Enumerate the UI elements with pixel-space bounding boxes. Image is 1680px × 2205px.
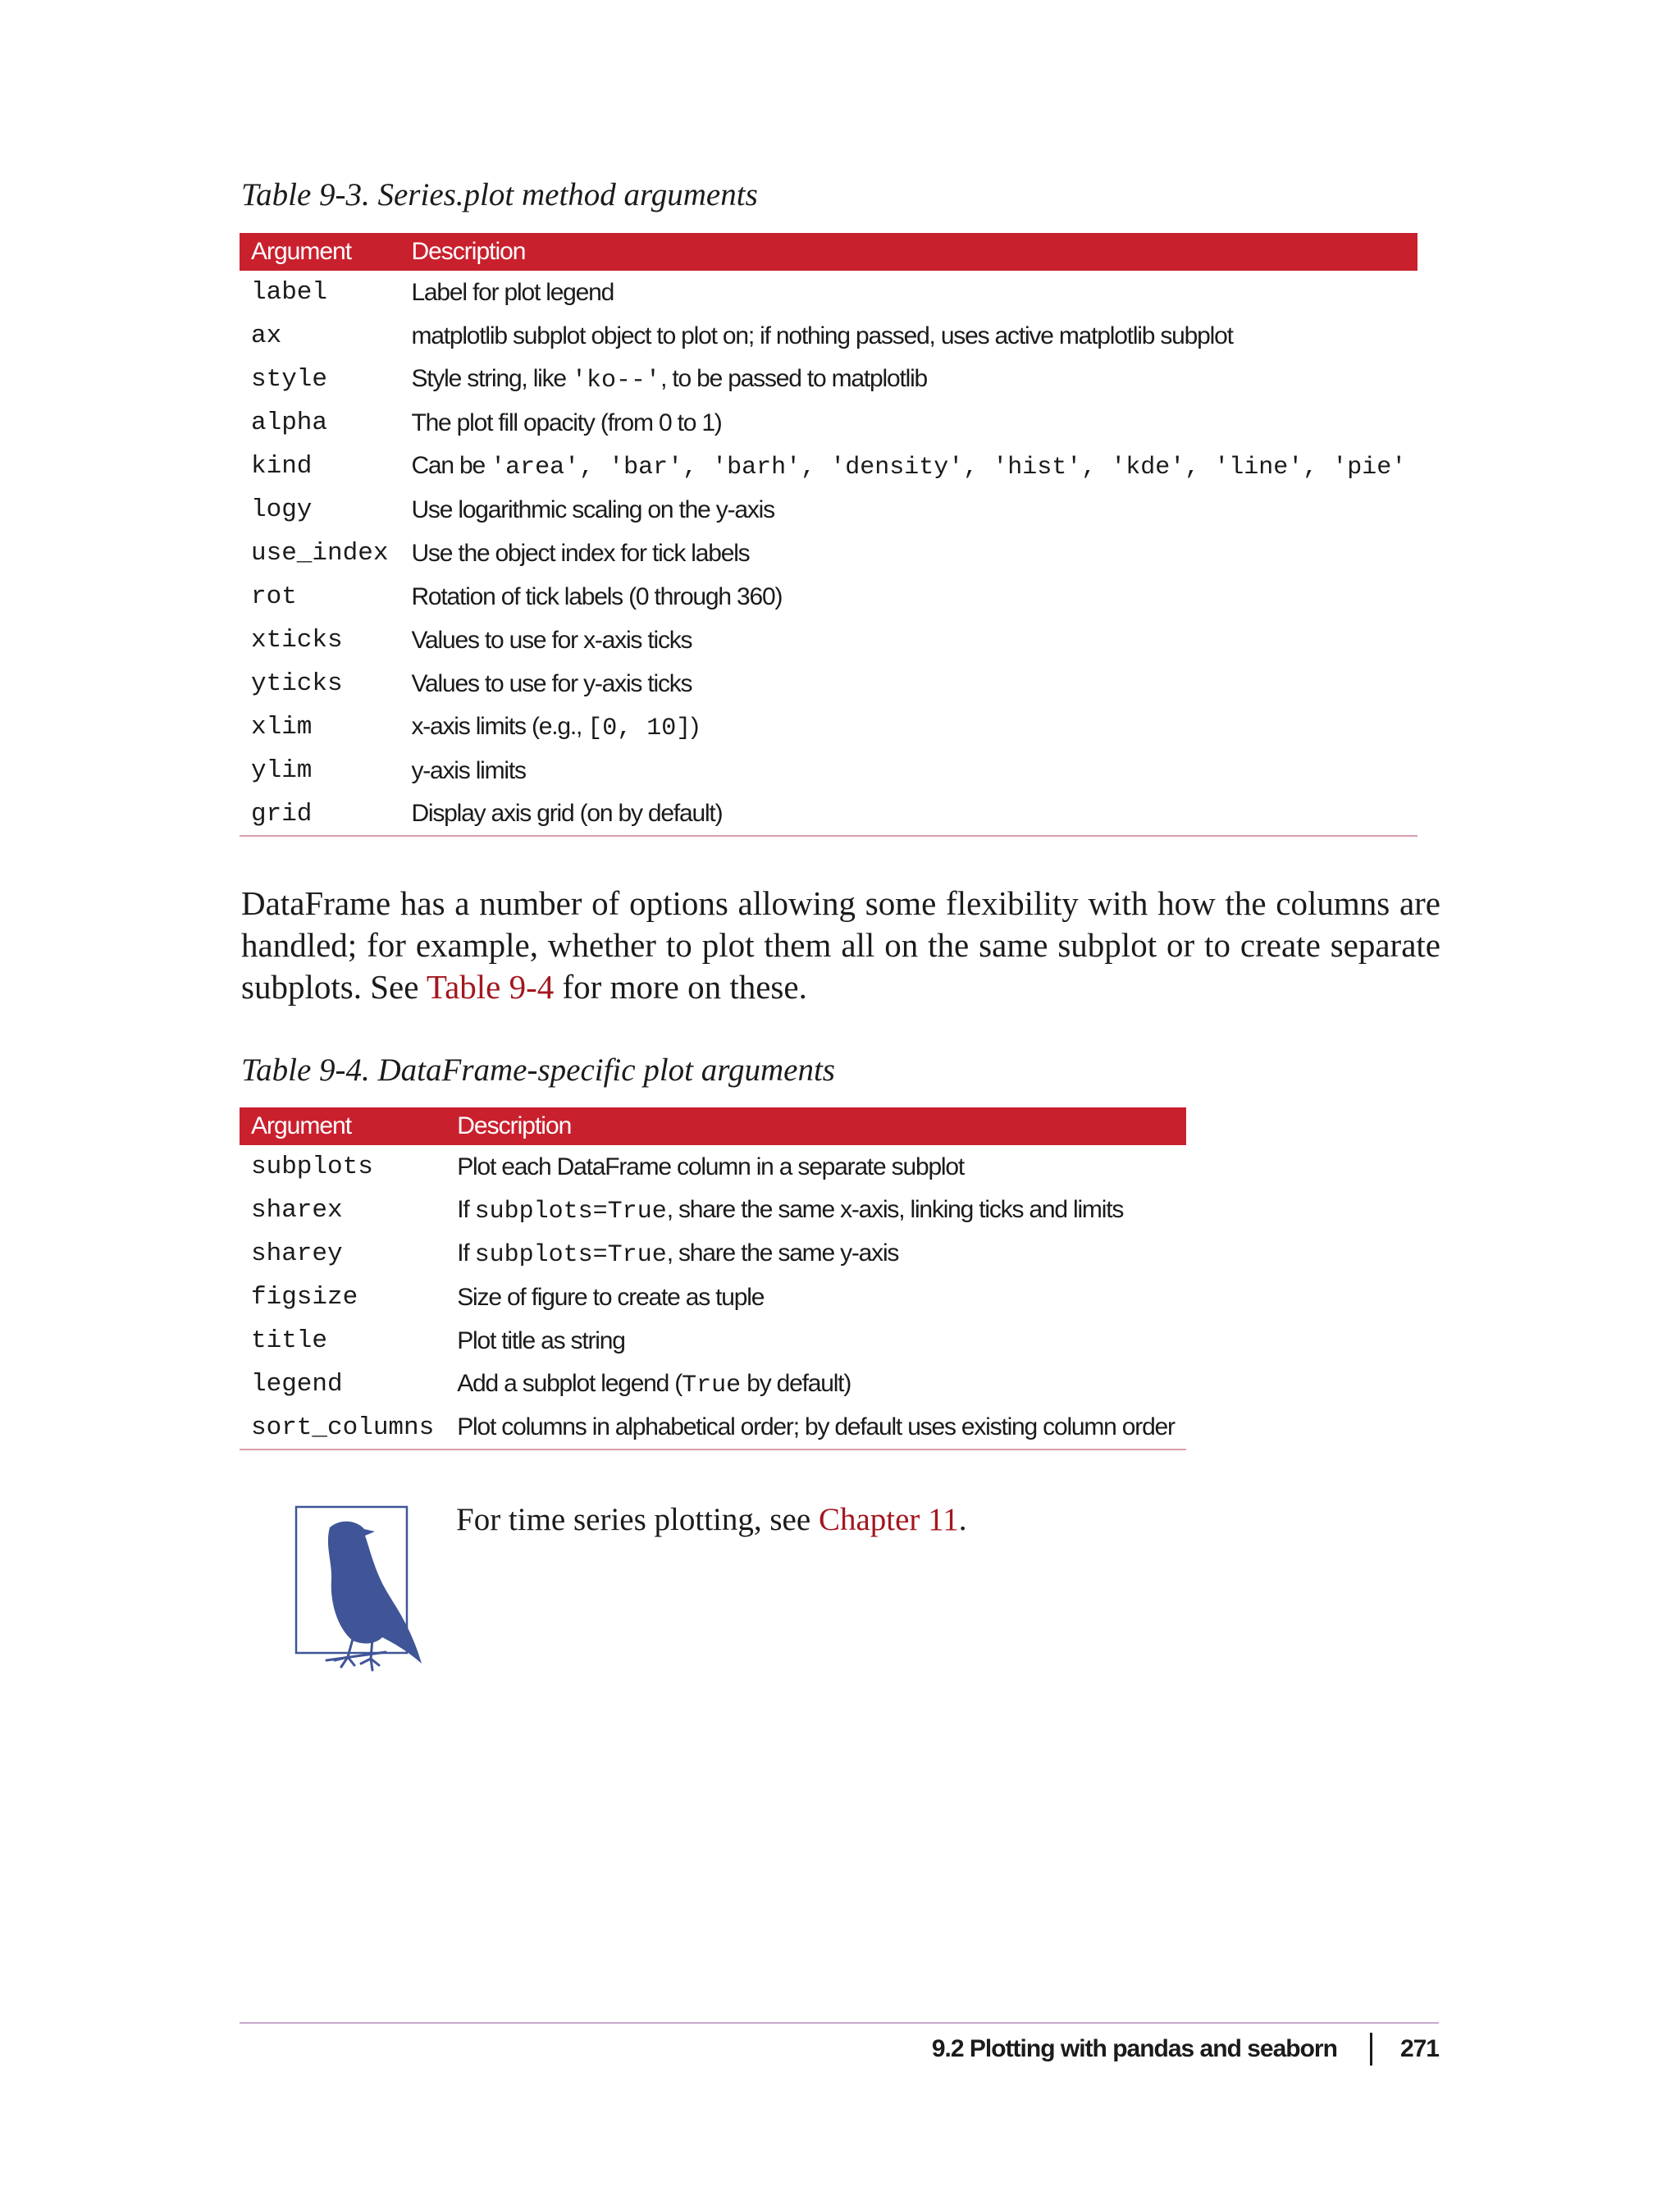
description-text: If [457,1239,475,1267]
paragraph-text-end: for more on these. [554,968,807,1006]
argument-cell: ax [251,322,282,350]
description-text: ) [691,712,699,740]
description-cell: Use logarithmic scaling on the y-axis [411,495,774,523]
table-row [240,445,1418,488]
table-row [240,1189,1186,1232]
table-row [240,401,1418,445]
inline-code: 'ko--' [572,366,661,395]
paragraph-text: DataFrame has a number of options allowing some flexibility with how the columns are handled; for example, whether to plot them all on the same subplot or to create separate subplots. See [241,884,1440,1006]
argument-cell: ylim [251,756,313,785]
description-cell [399,445,1418,488]
description-cell: Display axis grid (on by default) [399,792,1418,836]
footer-divider [240,2022,1439,2024]
argument-cell: kind [251,452,313,481]
inline-code: subplots=True [474,1197,667,1226]
description-text: Can be [411,451,491,479]
argument-cell: xticks [251,626,343,655]
table-row [240,705,1418,749]
table-row [240,1276,1186,1319]
argument-column-header: Argument [240,233,399,271]
argument-cell: sharex [251,1196,343,1225]
argument-cell: xlim [251,713,313,742]
description-cell [399,358,1418,401]
description-cell [445,1363,1186,1406]
description-column-header: Description [445,1107,1186,1145]
argument-cell: yticks [251,669,343,698]
description-cell: y-axis limits [411,756,526,784]
description-text: , share the same x-axis, linking ticks and limits [666,1195,1124,1223]
table-row [240,1406,1186,1449]
argument-cell: label [251,278,328,307]
argument-cell: sharey [251,1239,343,1268]
argument-cell: subplots [251,1153,373,1181]
description-text: by default) [741,1369,851,1397]
note-text: For time series plotting, see [456,1502,819,1537]
description-cell: Plot columns in alphabetical order; by default uses existing column order [445,1406,1186,1449]
argument-cell: alpha [251,409,328,437]
description-text: , to be passed to matplotlib [660,364,928,392]
table-header-row [240,1107,1186,1145]
description-cell: Values to use for y-axis ticks [411,669,692,697]
description-cell: Size of figure to create as tuple [457,1283,765,1311]
table-row [240,792,1418,836]
argument-cell: sort_columns [240,1406,445,1449]
argument-cell: style [251,365,328,394]
argument-cell: figsize [251,1283,358,1312]
description-column-header: Description [399,233,1418,271]
description-cell [445,1232,1186,1276]
footer-separator [1370,2033,1372,2066]
description-cell: Label for plot legend [411,278,614,306]
table-row [240,532,1418,575]
inline-code: 'area', 'bar', 'barh', 'density', 'hist', 'kde', 'line', 'pie' [491,453,1407,482]
table-9-4-link[interactable]: Table 9-4 [426,968,555,1006]
description-text: Style string, like [411,364,573,392]
dataframe-plot-arguments-table [240,1107,1186,1450]
description-text: , share the same y-axis [666,1239,899,1267]
inline-code: True [682,1371,742,1399]
description-cell: Plot each DataFrame column in a separate subplot [457,1153,965,1180]
argument-cell: legend [251,1370,343,1399]
table-row [240,575,1418,619]
argument-cell: logy [251,495,313,524]
table-row [240,619,1418,662]
body-paragraph [241,883,1440,1008]
argument-column-header: Argument [240,1107,445,1145]
page-footer [932,2033,1439,2066]
table-9-3-caption: Table 9-3. Series.plot method arguments [241,177,758,212]
table-row [240,271,1418,314]
inline-code: subplots=True [474,1240,667,1269]
description-cell: Rotation of tick labels (0 through 360) [411,582,783,610]
series-plot-arguments-table [240,233,1418,837]
description-text: Add a subplot legend ( [457,1369,682,1397]
table-row [240,314,1418,358]
table-row [240,1145,1186,1189]
table-row [240,1363,1186,1406]
chapter-11-link[interactable]: Chapter 11 [818,1502,959,1537]
description-cell: matplotlib subplot object to plot on; if nothing passed, uses active matplotlib subplot [411,322,1233,349]
bird-note-icon [294,1504,425,1673]
running-footer-section: 9.2 Plotting with pandas and seaborn [931,2035,1337,2062]
description-cell [399,705,1418,749]
description-cell: The plot fill opacity (from 0 to 1) [411,409,722,436]
description-cell: Values to use for x-axis ticks [411,626,692,654]
table-row [240,1232,1186,1276]
argument-cell: title [251,1326,328,1355]
argument-cell: grid [240,792,399,836]
description-text: x-axis limits (e.g., [411,712,588,740]
description-cell: Use the object index for tick labels [411,539,750,567]
table-row [240,1319,1186,1363]
description-text: If [457,1195,475,1223]
description-cell [445,1189,1186,1232]
table-row [240,488,1418,532]
table-row [240,358,1418,401]
time-series-note [456,1501,966,1539]
note-text-end: . [958,1502,967,1537]
argument-cell: rot [251,582,297,611]
description-cell: Plot title as string [457,1326,625,1354]
table-header-row [240,233,1418,271]
table-9-4-caption: Table 9-4. DataFrame-specific plot arguments [241,1052,835,1088]
table-row [240,662,1418,705]
page-number: 271 [1399,2035,1439,2062]
table-row [240,749,1418,792]
inline-code: [0, 10] [587,714,692,742]
argument-cell: use_index [251,539,389,568]
